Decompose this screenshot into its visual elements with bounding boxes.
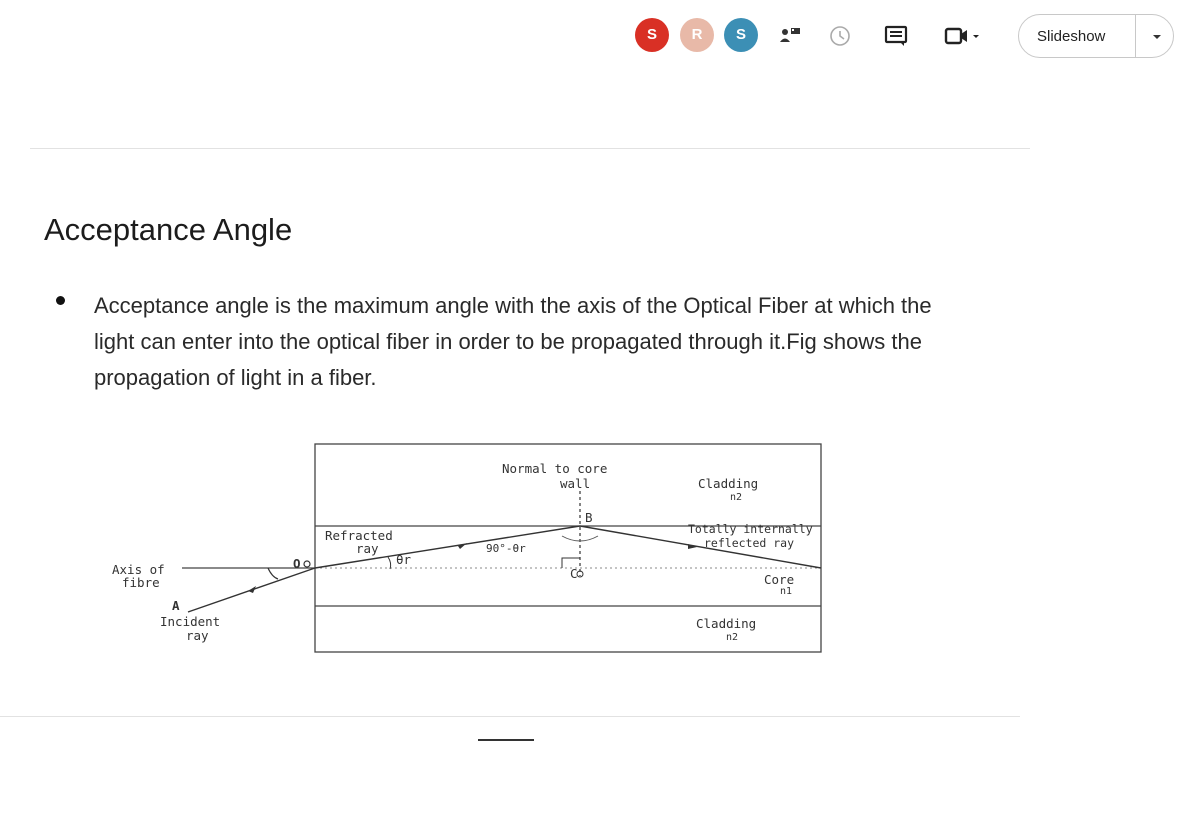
incident-label-line2: ray: [186, 628, 209, 643]
core-label: Core: [764, 572, 795, 587]
point-b-label: B: [585, 510, 593, 525]
normal-label-line1: Normal to core: [502, 461, 608, 476]
point-o-label: O: [293, 556, 301, 571]
normal-label-line2: wall: [560, 476, 591, 491]
refracted-label-line2: ray: [356, 541, 379, 556]
optical-fiber-figure[interactable]: [100, 436, 860, 666]
bullet-text[interactable]: Acceptance angle is the maximum angle with the axis of the Optical Fiber at which the light can enter into the optical fiber in order to be propagated through it.Fig shows the propagation of light in a fiber.: [94, 293, 932, 390]
slideshow-label: Slideshow: [1037, 28, 1106, 45]
slide-bottom-border: [0, 716, 1020, 717]
totally-reflected-line2: reflected ray: [704, 536, 795, 550]
history-icon[interactable]: [826, 22, 854, 50]
incident-label-line1: Incident: [160, 614, 221, 629]
meet-camera-icon[interactable]: [942, 22, 982, 50]
comment-icon[interactable]: [882, 22, 910, 50]
collaborator-avatar-1[interactable]: S: [635, 18, 669, 52]
angle-90-label: 90°-θr: [486, 542, 526, 555]
cladding-top-label: Cladding: [698, 476, 759, 491]
slideshow-button[interactable]: [1018, 14, 1174, 58]
present-to-group-icon[interactable]: [776, 22, 804, 50]
refracted-label-line1: Refracted: [325, 528, 393, 543]
axis-label-line1: Axis of: [112, 562, 165, 577]
cladding-bottom-index: n2: [726, 632, 739, 643]
core-index: n1: [780, 586, 793, 597]
slide-footer-mark: [478, 739, 534, 741]
theta-r-label: θr: [396, 552, 412, 567]
totally-reflected-line1: Totally internally: [688, 522, 813, 536]
slideshow-divider: [1135, 15, 1136, 57]
axis-label-line2: fibre: [122, 575, 160, 590]
collaborator-avatar-2[interactable]: R: [680, 18, 714, 52]
top-toolbar: [0, 0, 1200, 72]
fiber-diagram: [100, 436, 860, 666]
bullet-dot: [56, 296, 65, 305]
cladding-bottom-label: Cladding: [696, 616, 757, 631]
collaborator-avatar-3[interactable]: S: [724, 18, 758, 52]
point-c-label: C: [570, 566, 578, 581]
point-a-label: A: [172, 598, 180, 613]
slide-top-border: [30, 148, 1030, 149]
slide-title[interactable]: Acceptance Angle: [44, 212, 293, 247]
cladding-top-index: n2: [730, 492, 743, 503]
chevron-down-icon[interactable]: [1147, 27, 1167, 47]
